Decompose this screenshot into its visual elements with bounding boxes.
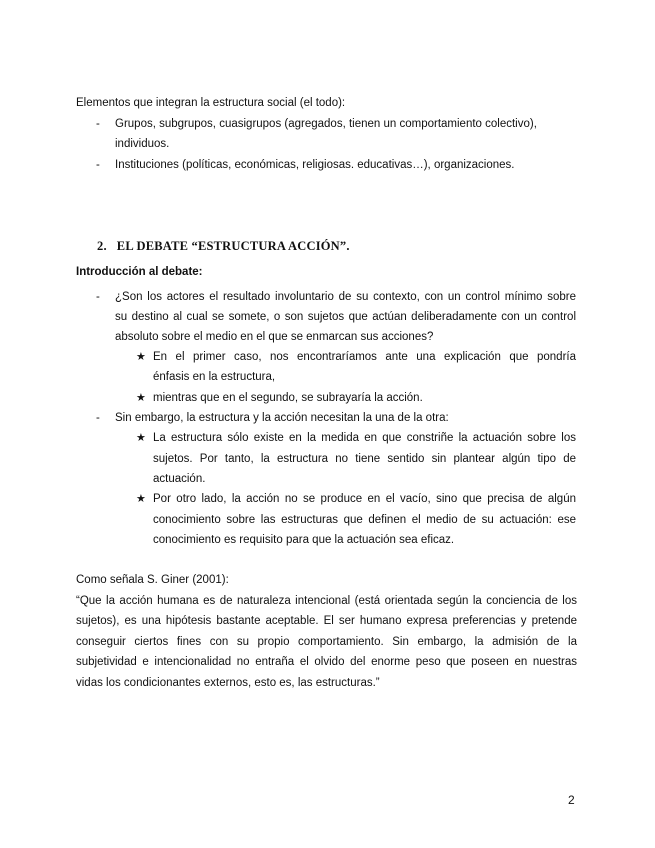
list-item-text: individuos. [115,138,170,150]
list-item-text: Grupos, subgrupos, cuasigrupos (agregados, tienen un comportamiento colectivo), [115,118,537,130]
sub-item-text: La estructura sólo existe en la medida en que constriñe la actuación sobre los [153,432,576,444]
list-item-text: absoluto sobre el medio en el que se enmarcan sus acciones? [115,331,434,343]
list-item-text: su destino al cual se somete, o son sujetos que actúan deliberadamente con un control [115,311,576,323]
page-number: 2 [568,793,575,807]
quote-line: sujetos), es una hipótesis bastante aceptable. El ser humano expresa preferencias y pretende [76,615,577,627]
section-title: EL DEBATE “ESTRUCTURA ACCIÓN”. [116,239,350,253]
citation-intro: Como señala S. Giner (2001): [76,574,229,586]
star-bullet-icon: ★ [136,351,146,363]
sub-item-text: En el primer caso, nos encontraríamos ante una explicación que pondría [153,351,576,363]
list-bullet: - [96,159,100,171]
sub-item-text: énfasis en la estructura, [153,371,276,383]
quote-line: subjetividad e intencionalidad no entraña el olvido del enorme peso que poseen en nuestras [76,656,577,668]
sub-item-text: mientras que en el segundo, se subrayaría la acción. [153,392,423,404]
elements-intro: Elementos que integran la estructura social (el todo): [76,97,346,109]
star-bullet-icon: ★ [136,432,146,444]
sub-item-text: sujetos. Por tanto, la estructura no tiene sentido sin plantear algún tipo de [153,453,576,465]
quote-line: “Que la acción humana es de naturaleza intencional (está orientada según la conciencia de los [76,595,577,607]
list-bullet: - [96,118,100,130]
quote-line: conseguir ciertos fines con su propio comportamiento. Sin embargo, la admisión de la [76,636,577,648]
list-item-text: Sin embargo, la estructura y la acción necesitan la una de la otra: [115,412,449,424]
quote-line: vidas los condicionantes externos, esto es, las estructuras.” [76,677,380,689]
list-item-text: Instituciones (políticas, económicas, religiosas. educativas…), organizaciones. [115,159,515,171]
list-bullet: - [96,291,100,303]
sub-item-text: Por otro lado, la acción no se produce en el vacío, sino que precisa de algún [153,493,576,505]
sub-item-text: conocimiento es requisito para que la actuación sea eficaz. [153,534,455,546]
section-number: 2. [97,239,107,253]
sub-item-text: conocimiento sobre las estructuras que definen el medio de su actuación: ese [153,514,576,526]
list-item-text: ¿Son los actores el resultado involuntario de su contexto, con un control mínimo sobre [115,291,576,303]
section-heading [97,239,350,254]
sub-item-text: actuación. [153,473,206,485]
star-bullet-icon: ★ [136,392,146,404]
star-bullet-icon: ★ [136,493,146,505]
subheading: Introducción al debate: [76,266,203,278]
list-bullet: - [96,412,100,424]
